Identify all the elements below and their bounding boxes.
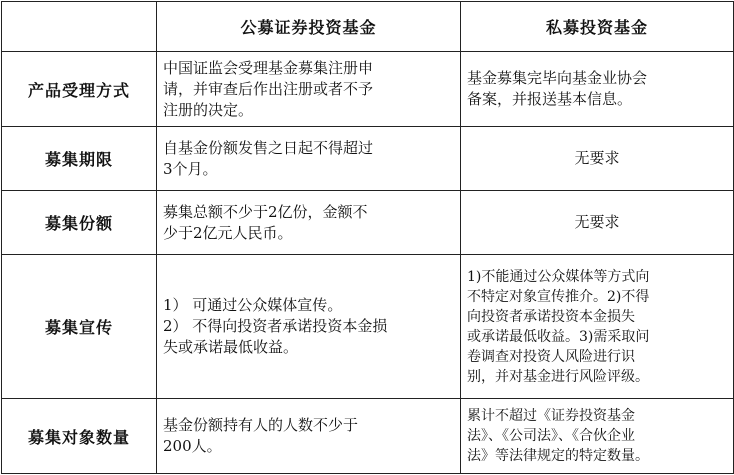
header-empty-cell bbox=[2, 2, 157, 52]
row-label: 募集宣传 bbox=[2, 255, 157, 399]
header-public-fund: 公募证券投资基金 bbox=[157, 2, 461, 52]
public-cell: 基金份额持有人的人数不少于 200人。 bbox=[157, 399, 461, 474]
row-label: 产品受理方式 bbox=[2, 52, 157, 127]
row-label: 募集期限 bbox=[2, 127, 157, 191]
header-row bbox=[2, 2, 734, 52]
header-private-fund: 私募投资基金 bbox=[461, 2, 734, 52]
private-cell: 无要求 bbox=[461, 191, 734, 255]
public-cell: 1） 可通过公众媒体宣传。 2） 不得向投资者承诺投资本金损 失或承诺最低收益。 bbox=[157, 255, 461, 399]
table-row bbox=[2, 191, 734, 255]
private-cell: 无要求 bbox=[461, 127, 734, 191]
comparison-table bbox=[1, 1, 734, 474]
row-label: 募集份额 bbox=[2, 191, 157, 255]
table-row bbox=[2, 399, 734, 474]
public-cell: 募集总额不少于2亿份，金额不 少于2亿元人民币。 bbox=[157, 191, 461, 255]
private-cell: 1)不能通过公众媒体等方式向 不特定对象宣传推介。2)不得 向投资者承诺投资本金损失 或承诺最低收益。3)需采取问 卷调查对投资人风险进行识 别，并对基金进行风险评级。 bbox=[461, 255, 734, 399]
table-row bbox=[2, 127, 734, 191]
row-label: 募集对象数量 bbox=[2, 399, 157, 474]
public-cell: 自基金份额发售之日起不得超过 3个月。 bbox=[157, 127, 461, 191]
table-row bbox=[2, 255, 734, 399]
private-cell: 基金募集完毕向基金业协会 备案，并报送基本信息。 bbox=[461, 52, 734, 127]
table-row bbox=[2, 52, 734, 127]
private-cell: 累计不超过《证券投资基金 法》、《公司法》、《合伙企业 法》等法律规定的特定数量。 bbox=[461, 399, 734, 474]
public-cell: 中国证监会受理基金募集注册申 请，并审查后作出注册或者不予 注册的决定。 bbox=[157, 52, 461, 127]
